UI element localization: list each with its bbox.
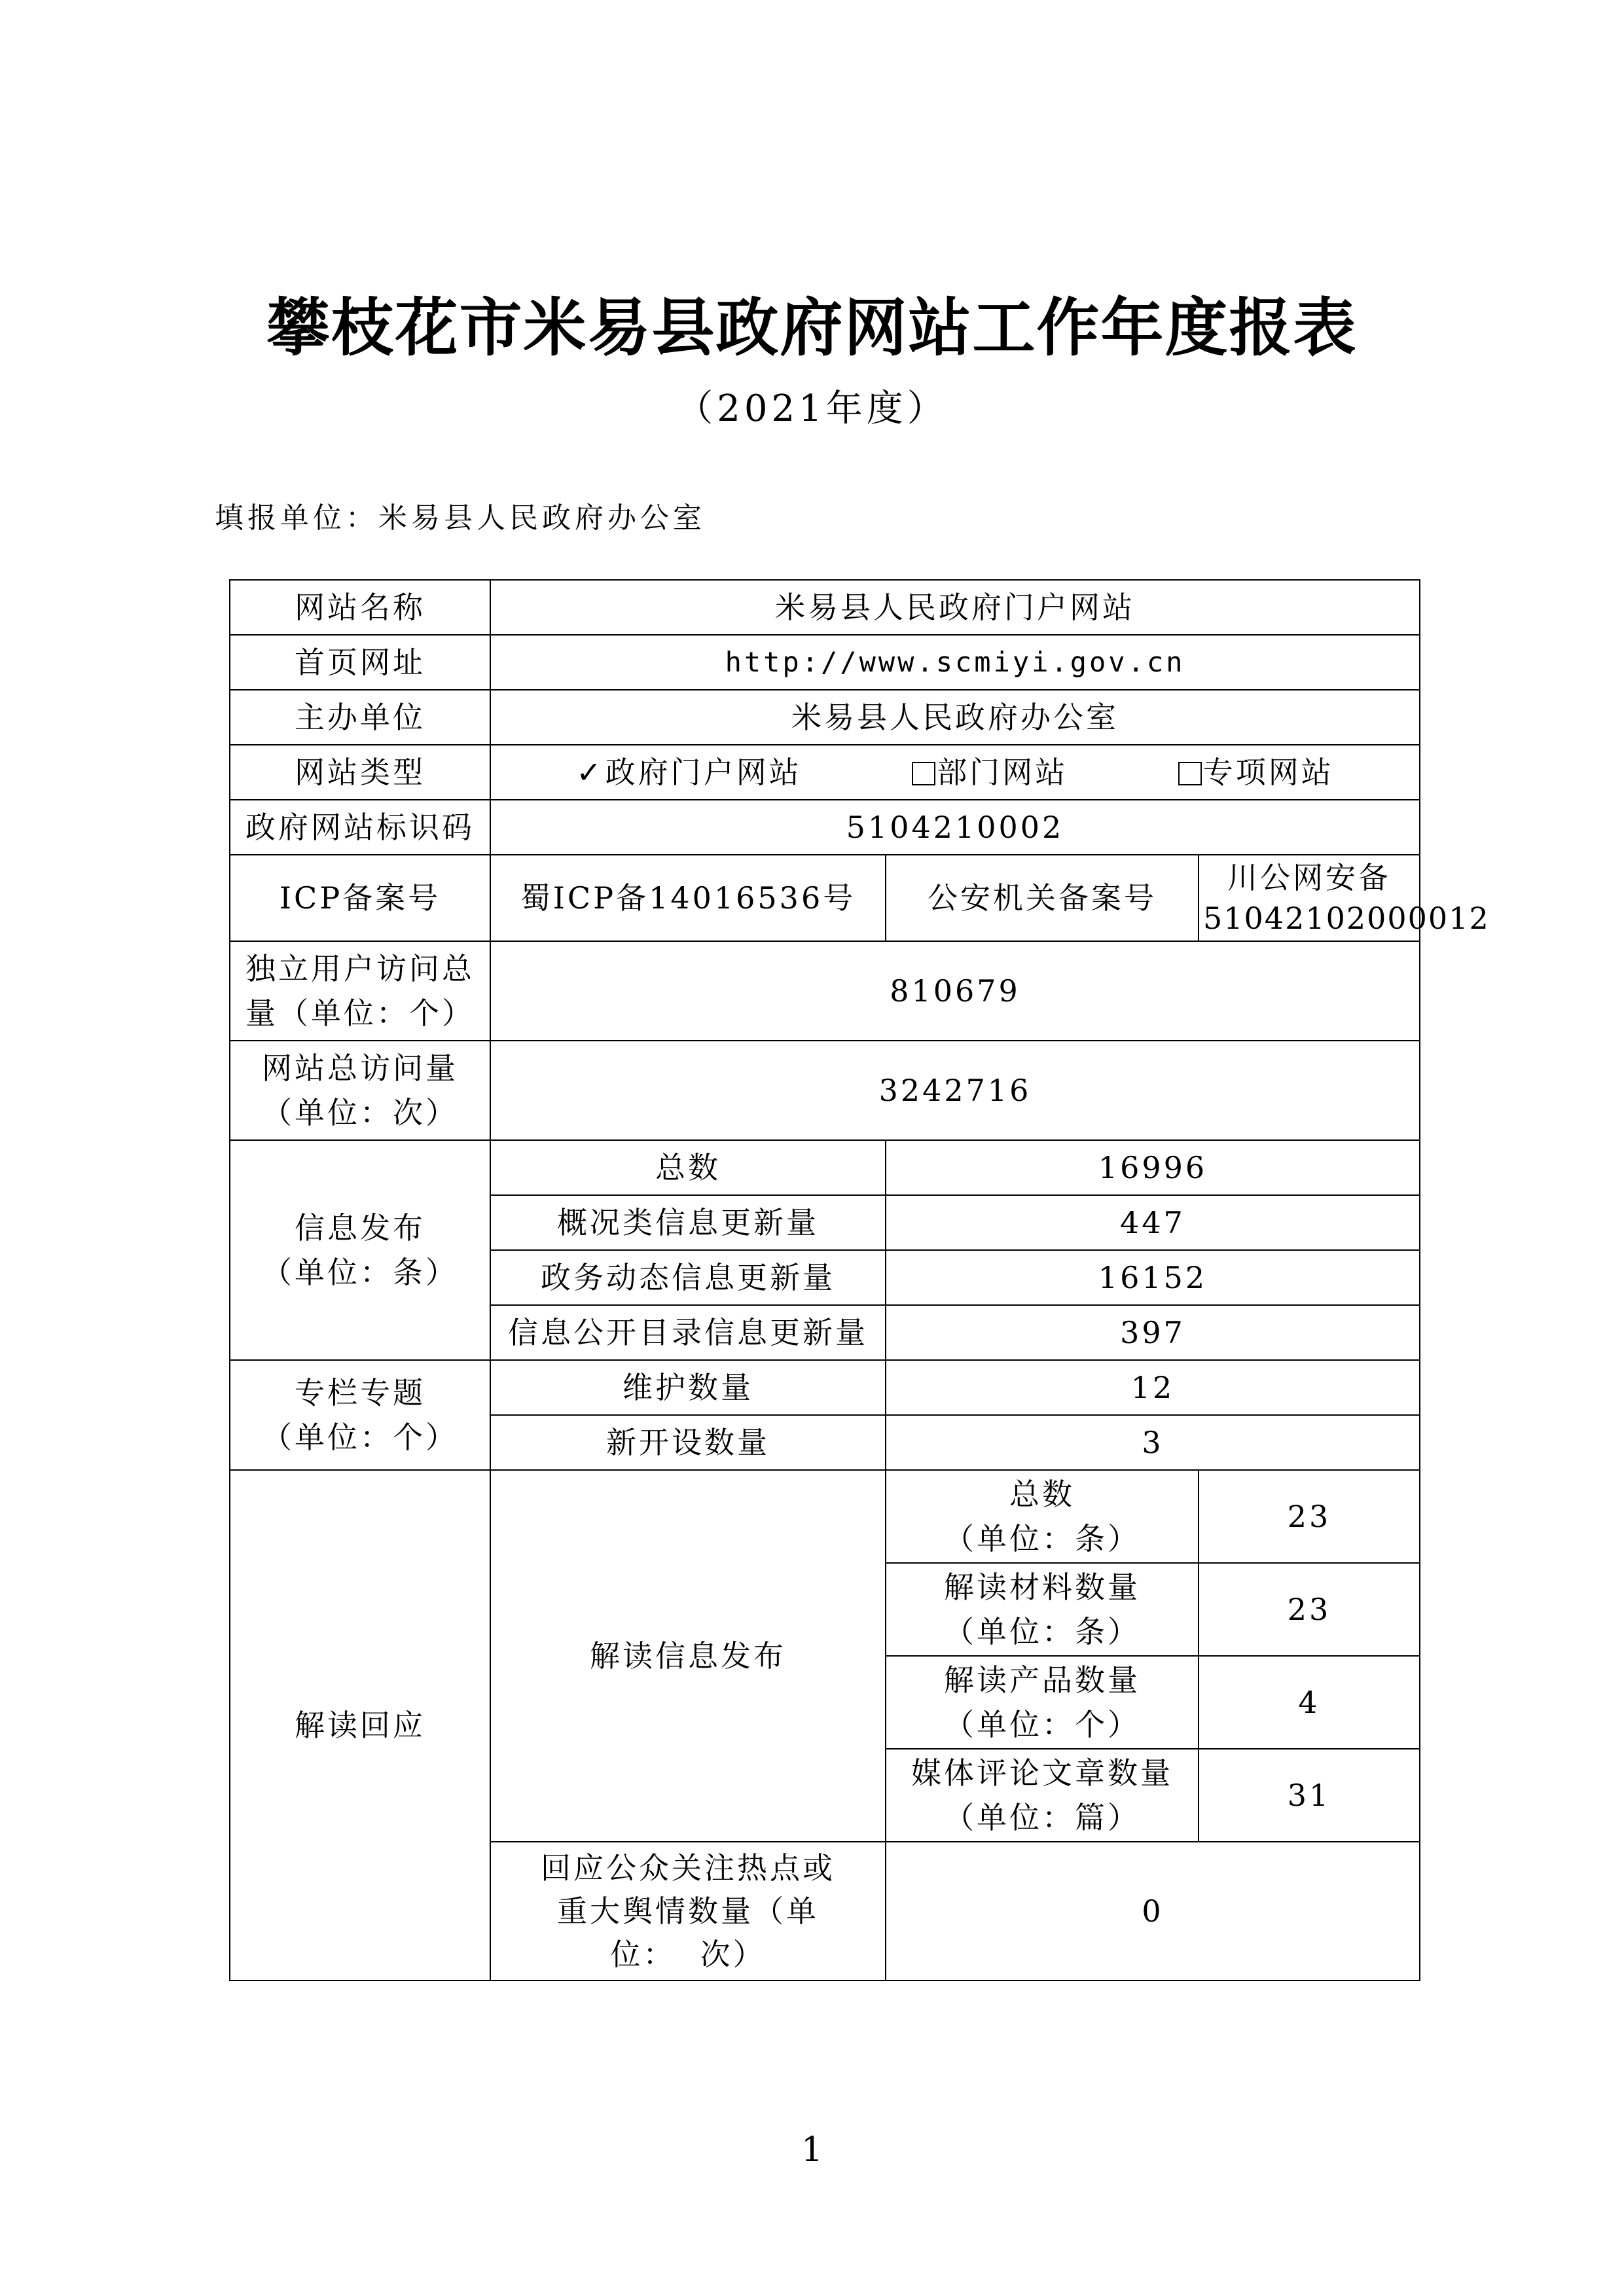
info-row-value: 397 (886, 1305, 1420, 1360)
column-topic-label-line2: （单位：个） (262, 1420, 458, 1455)
interp-row-label (886, 1749, 1199, 1842)
interp-row-label-line2: （单位：条） (944, 1614, 1140, 1649)
report-subtitle: （2021年度） (676, 387, 948, 430)
homepage-url: http://www.scmiyi.gov.cn (490, 635, 1420, 690)
public-response-label (490, 1842, 886, 1981)
total-visits-label (230, 1041, 490, 1140)
police-record-value (1199, 855, 1490, 941)
total-visits-value: 3242716 (490, 1041, 1420, 1140)
total-visits-label-line1: 网站总访问量 (262, 1050, 458, 1086)
public-response-label-line3: 位： 次） (610, 1937, 766, 1972)
unique-visitors-label-line1: 独立用户访问总 (245, 951, 475, 986)
column-topic-label-line1: 专栏专题 (295, 1375, 425, 1410)
icp-value: 蜀ICP备14016536号 (490, 855, 886, 941)
column-row-label: 维护数量 (490, 1360, 886, 1415)
unique-visitors-label-line2: 量（单位：个） (245, 996, 475, 1031)
site-name-label: 网站名称 (230, 580, 490, 635)
empty-checkbox-icon (912, 762, 935, 785)
total-visits-label-line2: （单位：次） (262, 1095, 458, 1130)
column-row-value: 3 (886, 1415, 1420, 1470)
host-label: 主办单位 (230, 690, 490, 745)
public-response-label-line2: 重大舆情数量（单 (557, 1893, 819, 1929)
host-value: 米易县人民政府办公室 (490, 690, 1420, 745)
interp-row-label-line1: 总数 (1009, 1477, 1075, 1512)
info-publish-label (230, 1140, 490, 1360)
police-record-line1: 川公网安备 (1227, 860, 1391, 895)
interp-row-value: 23 (1199, 1563, 1420, 1656)
info-row-value: 16152 (886, 1250, 1420, 1305)
icp-label: ICP备案号 (230, 855, 490, 941)
interp-row-value: 4 (1199, 1656, 1420, 1749)
column-row-value: 12 (886, 1360, 1420, 1415)
homepage-label: 首页网址 (230, 635, 490, 690)
unique-visitors-value: 810679 (490, 941, 1420, 1041)
type-option-special-label: 专项网站 (1202, 755, 1334, 790)
public-response-label-line1: 回应公众关注热点或 (541, 1850, 835, 1886)
interp-row-label-line2: （单位：个） (944, 1707, 1140, 1742)
column-topic-label (230, 1360, 490, 1470)
police-record-label: 公安机关备案号 (886, 855, 1199, 941)
site-name-value: 米易县人民政府门户网站 (490, 580, 1420, 635)
interp-row-label-line2: （单位：篇） (944, 1800, 1140, 1835)
report-table (229, 579, 1490, 1981)
report-title: 攀枝花市米易县政府网站工作年度报表 (266, 291, 1358, 365)
empty-checkbox-icon (1178, 762, 1202, 785)
check-mark-icon: ✓ (576, 755, 604, 790)
interp-row-label (886, 1470, 1199, 1563)
filler-label: 填报单位： (215, 501, 378, 535)
type-option-portal (576, 750, 802, 795)
info-row-label: 政务动态信息更新量 (490, 1250, 886, 1305)
info-row-label: 总数 (490, 1140, 886, 1195)
info-publish-label-line1: 信息发布 (295, 1210, 425, 1246)
type-option-special (1178, 750, 1334, 795)
interpretation-publish-label: 解读信息发布 (490, 1470, 886, 1842)
police-record-line2: 51042102000012 (1203, 901, 1490, 936)
site-type-options (490, 745, 1420, 800)
site-id-value: 5104210002 (490, 800, 1420, 855)
info-publish-label-line2: （单位：条） (262, 1255, 458, 1290)
interpretation-label: 解读回应 (230, 1470, 490, 1981)
info-row-value: 16996 (886, 1140, 1420, 1195)
interp-row-label-line2: （单位：条） (944, 1521, 1140, 1556)
interp-row-label-line1: 解读材料数量 (944, 1570, 1140, 1605)
info-row-value: 447 (886, 1195, 1420, 1250)
interp-row-label-line1: 解读产品数量 (944, 1662, 1140, 1698)
unique-visitors-label (230, 941, 490, 1041)
interp-row-label (886, 1656, 1199, 1749)
type-option-department-label: 部门网站 (937, 755, 1068, 790)
column-row-label: 新开设数量 (490, 1415, 886, 1470)
info-row-label: 信息公开目录信息更新量 (490, 1305, 886, 1360)
public-response-value: 0 (886, 1842, 1420, 1981)
info-row-label: 概况类信息更新量 (490, 1195, 886, 1250)
site-type-label: 网站类型 (230, 745, 490, 800)
interp-row-label-line1: 媒体评论文章数量 (911, 1755, 1173, 1791)
page-number: 1 (801, 2130, 823, 2170)
site-id-label: 政府网站标识码 (230, 800, 490, 855)
filler-value: 米易县人民政府办公室 (378, 501, 706, 535)
interp-row-label (886, 1563, 1199, 1656)
interp-row-value: 23 (1199, 1470, 1420, 1563)
interp-row-value: 31 (1199, 1749, 1420, 1842)
type-option-department (912, 750, 1068, 795)
type-option-portal-label: 政府门户网站 (605, 755, 802, 790)
filler-unit (215, 494, 706, 536)
